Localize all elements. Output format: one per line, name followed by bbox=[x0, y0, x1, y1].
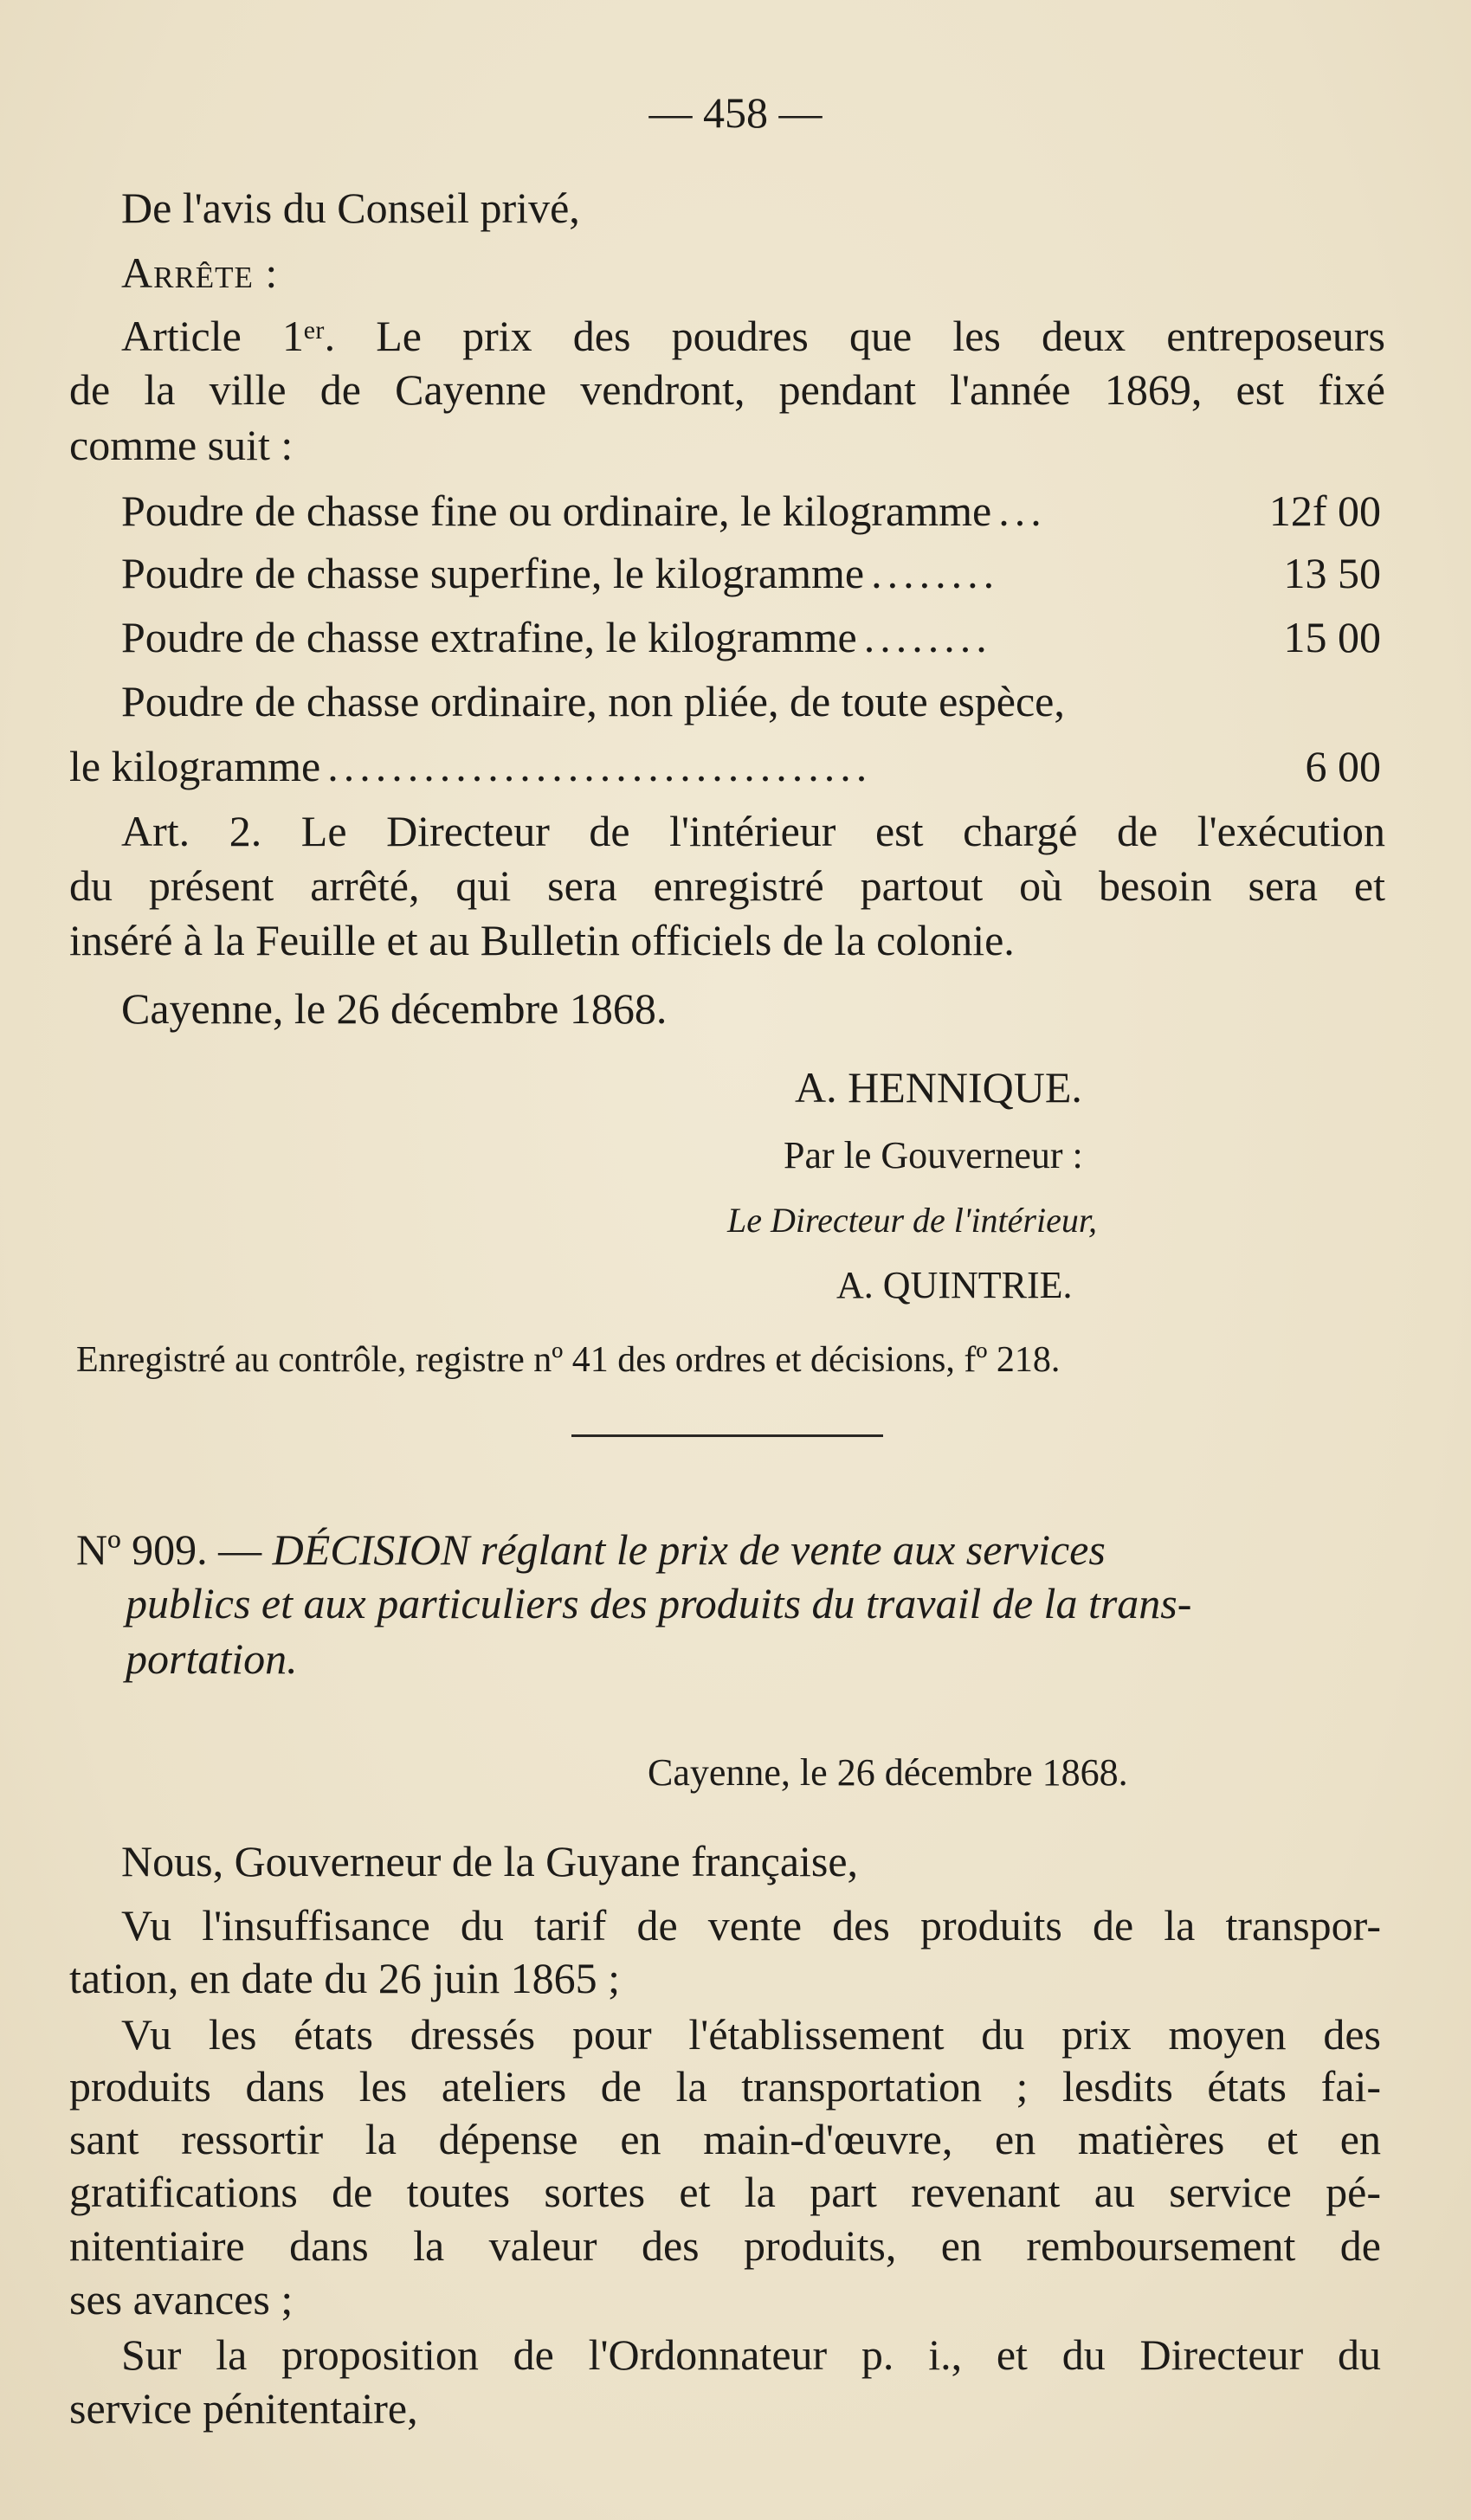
price-label: Poudre de chasse fine ou ordinaire, le kilogramme bbox=[121, 487, 992, 535]
directeur-title: Le Directeur de l'intérieur, bbox=[727, 1201, 1097, 1240]
text-line: du présent arrêté, qui sera enregistré partout où besoin sera et bbox=[69, 861, 1385, 910]
text-line: Art. 2. Le Directeur de l'intérieur est chargé de l'exécution bbox=[121, 807, 1385, 855]
text-line: De l'avis du Conseil privé, bbox=[121, 184, 580, 232]
text-line: tation, en date du 26 juin 1865 ; bbox=[69, 1954, 621, 2002]
price-row bbox=[121, 485, 1381, 537]
text-line: Poudre de chasse ordinaire, non pliée, de toute espèce, bbox=[121, 677, 1065, 725]
price-label: Poudre de chasse superfine, le kilogramme bbox=[121, 549, 865, 597]
text-line: Sur la proposition de l'Ordonnateur p. i., et du Directeur du bbox=[121, 2330, 1381, 2379]
decision-title-cont: portation. bbox=[126, 1634, 298, 1683]
text-line: Vu les états dressés pour l'établissement du prix moyen des bbox=[121, 2010, 1381, 2059]
text-line: service pénitentaire, bbox=[69, 2384, 418, 2433]
leader-dots: ... bbox=[998, 487, 1047, 535]
date-line: Cayenne, le 26 décembre 1868. bbox=[121, 984, 668, 1033]
leader-dots: ........ bbox=[863, 613, 992, 661]
page-number: — 458 — bbox=[648, 88, 823, 137]
price-label: Poudre de chasse extrafine, le kilogramme bbox=[121, 613, 857, 661]
leader-dots: ........ bbox=[871, 549, 1000, 597]
text-line: Article 1ᵉʳ. Le prix des poudres que les deux entreposeurs bbox=[121, 312, 1385, 360]
text-line: Vu l'insuffisance du tarif de vente des produits de la transpor- bbox=[121, 1901, 1381, 1950]
text-line: Nous, Gouverneur de la Guyane française, bbox=[121, 1837, 859, 1885]
price-amount: 12f 00 bbox=[1268, 487, 1381, 535]
signature-quintrie: A. QUINTRIE. bbox=[836, 1264, 1073, 1306]
arrete-heading: Arrête : bbox=[121, 248, 279, 297]
decision-title: DÉCISION réglant le prix de vente aux services bbox=[272, 1525, 1106, 1574]
price-amount: 6 00 bbox=[1305, 742, 1381, 790]
text-line: de la ville de Cayenne vendront, pendant l'année 1869, est fixé bbox=[69, 365, 1385, 414]
price-row bbox=[121, 547, 1381, 599]
decision-number: Nº 909. — bbox=[76, 1525, 262, 1574]
text-line: gratifications de toutes sortes et la part revenant au service pé- bbox=[69, 2168, 1381, 2216]
decision-title-cont: publics et aux particuliers des produits du travail de la trans- bbox=[126, 1579, 1192, 1627]
signature-hennique: A. HENNIQUE. bbox=[795, 1063, 1082, 1112]
par-le-gouverneur: Par le Gouverneur : bbox=[784, 1134, 1083, 1176]
section-divider bbox=[571, 1434, 883, 1437]
text-line: inséré à la Feuille et au Bulletin officiels de la colonie. bbox=[69, 916, 1015, 964]
price-row bbox=[121, 611, 1381, 663]
decision-heading bbox=[76, 1524, 1392, 1576]
text-line: comme suit : bbox=[69, 421, 294, 469]
leader-dots: .................................. bbox=[327, 742, 873, 790]
text-line: ses avances ; bbox=[69, 2275, 294, 2323]
price-amount: 15 00 bbox=[1283, 613, 1381, 661]
price-label: le kilogramme bbox=[69, 742, 321, 790]
text-line: sant ressortir la dépense en main-d'œuvre, en matières et en bbox=[69, 2115, 1381, 2163]
text-line: produits dans les ateliers de la transportation ; lesdits états fai- bbox=[69, 2062, 1381, 2111]
registration-note: Enregistré au contrôle, registre nº 41 des ordres et décisions, fº 218. bbox=[76, 1340, 1061, 1380]
price-row bbox=[69, 740, 1381, 792]
text-line: nitentiaire dans la valeur des produits, en remboursement de bbox=[69, 2221, 1381, 2270]
price-amount: 13 50 bbox=[1283, 549, 1381, 597]
decision-date: Cayenne, le 26 décembre 1868. bbox=[648, 1751, 1128, 1794]
